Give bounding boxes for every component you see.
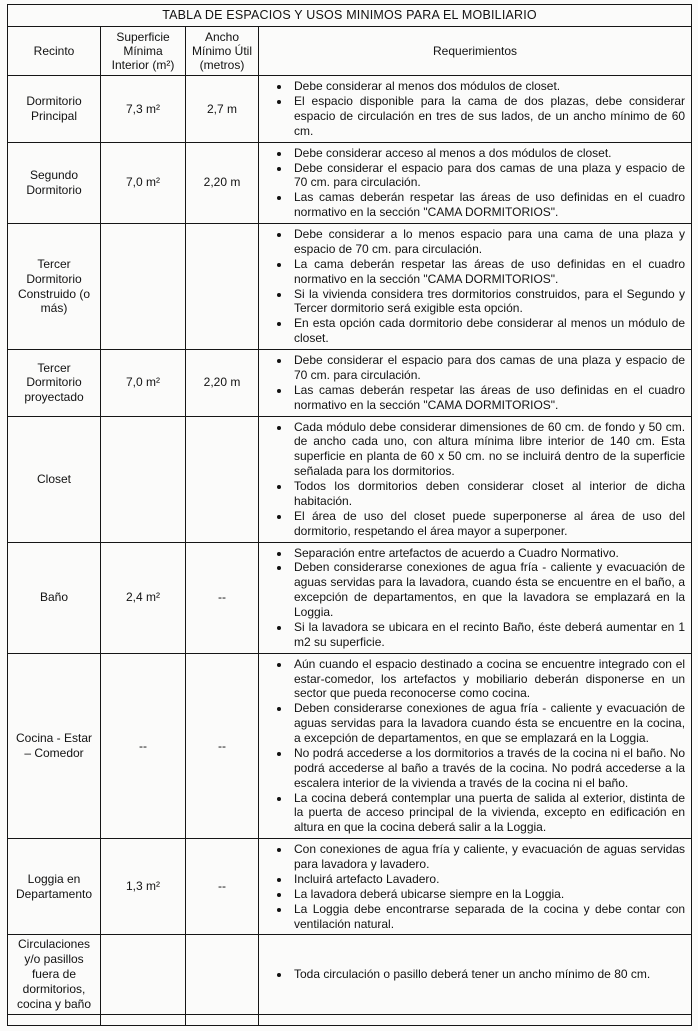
- requerimiento-item: • Aún cuando el espacio destinado a cocina se encuentre integrado con el estar-comedor, los artefactos y mobiliario deberán disponerse en un sector que pueda reconocerse como cocina.: [291, 657, 685, 702]
- table-row: [8, 416, 692, 542]
- requerimientos-list: [261, 146, 685, 220]
- requerimiento-item: • Separación entre artefactos de acuerdo a Cuadro Normativo.: [291, 546, 685, 561]
- requerimiento-item: • Si la lavadora se ubicara en el recinto Baño, éste deberá aumentar en 1 m2 su superficie.: [291, 620, 685, 650]
- requerimientos-list: [261, 546, 685, 650]
- requerimiento-item: • Con conexiones de agua fría y caliente, y evacuación de aguas servidas para lavadora y lavadero.: [291, 842, 685, 872]
- requerimiento-item: • Todos los dormitorios deben considerar closet al interior de dicha habitación.: [291, 479, 685, 509]
- table-header-row: [8, 26, 692, 75]
- ancho-cell: [186, 935, 259, 1014]
- superficie-cell: [101, 224, 186, 350]
- requerimientos-list: [261, 79, 685, 139]
- requerimiento-item: • Debe considerar el espacio para dos camas de una plaza y espacio de 70 cm. para circulación.: [291, 353, 685, 383]
- table-row: [8, 76, 692, 143]
- recinto-cell: Tercer Dormitorio proyectado: [8, 350, 101, 417]
- table-body: [8, 76, 692, 1026]
- ancho-cell: --: [186, 839, 259, 935]
- table-title: TABLA DE ESPACIOS Y USOS MINIMOS PARA EL MOBILIARIO: [8, 5, 692, 27]
- requerimiento-item: • Debe considerar a lo menos espacio para una cama de una plaza y espacio de 70 cm. para circulación.: [291, 227, 685, 257]
- requerimientos-list: [261, 967, 685, 982]
- recinto-cell: Segundo Dormitorio: [8, 142, 101, 223]
- recinto-cell: Loggia en Departamento: [8, 839, 101, 935]
- recinto-cell: Tercer Dormitorio Construido (o más): [8, 224, 101, 350]
- table-row: [8, 542, 692, 653]
- requerimiento-item: • Las camas deberán respetar las áreas de uso definidas en el cuadro normativo en la sección "CAMA DORMITORIOS".: [291, 190, 685, 220]
- requerimiento-item: • La cocina deberá contemplar una puerta de salida al exterior, distinta de la puerta de acceso principal de la vivienda, excepto en edificación en altura en que la cocina deberá salir a la Loggia.: [291, 791, 685, 836]
- table-title-row: [8, 5, 692, 27]
- requerimiento-item: • En esta opción cada dormitorio debe considerar al menos un módulo de closet.: [291, 316, 685, 346]
- requerimientos-list: [261, 842, 685, 931]
- requerimientos-cell: [259, 76, 692, 143]
- requerimiento-item: • La lavadora deberá ubicarse siempre en la Loggia.: [291, 887, 685, 902]
- ancho-cell: [186, 416, 259, 542]
- ancho-cell: --: [186, 542, 259, 653]
- ancho-cell: [186, 1014, 259, 1025]
- requerimiento-item: • Debe considerar acceso al menos a dos módulos de closet.: [291, 146, 685, 161]
- requerimientos-list: [261, 227, 685, 346]
- superficie-cell: 2,4 m²: [101, 542, 186, 653]
- requerimientos-cell: [259, 416, 692, 542]
- superficie-cell: 7,0 m²: [101, 350, 186, 417]
- requerimiento-item: • La cama deberán respetar las áreas de uso definidas en el cuadro normativo en la sección "CAMA DORMITORIOS".: [291, 257, 685, 287]
- requerimientos-cell: [259, 935, 692, 1014]
- requerimientos-list: [261, 353, 685, 413]
- ancho-cell: 2,20 m: [186, 142, 259, 223]
- recinto-cell: Dormitorio Principal: [8, 76, 101, 143]
- table-row: [8, 839, 692, 935]
- column-header-superficie: Superficie Mínima Interior (m²): [101, 26, 186, 75]
- requerimiento-item: • El área de uso del closet puede superponerse al área de uso del dormitorio, respetando el área mayor a superponer.: [291, 509, 685, 539]
- superficie-cell: 1,3 m²: [101, 839, 186, 935]
- table-row: [8, 1014, 692, 1025]
- requerimientos-cell: [259, 542, 692, 653]
- requerimientos-cell: [259, 224, 692, 350]
- superficie-cell: [101, 1014, 186, 1025]
- requerimientos-cell: [259, 839, 692, 935]
- ancho-cell: --: [186, 653, 259, 839]
- requerimientos-list: [261, 420, 685, 539]
- requerimientos-cell: [259, 1014, 692, 1025]
- requerimiento-item: • Toda circulación o pasillo deberá tener un ancho mínimo de 80 cm.: [291, 967, 685, 982]
- requerimientos-cell: [259, 142, 692, 223]
- superficie-cell: 7,0 m²: [101, 142, 186, 223]
- table-row: [8, 350, 692, 417]
- requerimiento-item: • El espacio disponible para la cama de dos plazas, debe considerar espacio de circulación en tres de sus lados, de un ancho mínimo de 60 cm.: [291, 94, 685, 139]
- recinto-cell: Circulaciones y/o pasillos fuera de dormitorios, cocina y baño: [8, 935, 101, 1014]
- table-row: [8, 224, 692, 350]
- ancho-cell: 2,20 m: [186, 350, 259, 417]
- recinto-cell: Baño: [8, 542, 101, 653]
- requerimiento-item: • Si la vivienda considera tres dormitorios construidos, para el Segundo y Tercer dormitorio será exigible esta opción.: [291, 287, 685, 317]
- column-header-ancho: Ancho Mínimo Útil (metros): [186, 26, 259, 75]
- requerimiento-item: • Incluirá artefacto Lavadero.: [291, 872, 685, 887]
- requerimiento-item: • Debe considerar el espacio para dos camas de una plaza y espacio de 70 cm. para circulación.: [291, 161, 685, 191]
- requerimiento-item: • No podrá accederse a los dormitorios a través de la cocina ni el baño. No podrá accederse al baño a través de la cocina. No podrá accederse a la escalera interior de la vivienda a través de la cocina ni el baño.: [291, 746, 685, 791]
- requerimiento-item: • Deben considerarse conexiones de agua fría - caliente y evacuación de aguas servidas para la lavadora, cuando ésta se encuentre en el baño, a excepción de departamentos, en que la lavadora se emplazará en la Loggia.: [291, 560, 685, 620]
- superficie-cell: --: [101, 653, 186, 839]
- requerimiento-item: • La Loggia debe encontrarse separada de la cocina y debe contar con ventilación natural.: [291, 902, 685, 932]
- requerimiento-item: • Debe considerar al menos dos módulos de closet.: [291, 79, 685, 94]
- recinto-cell: Closet: [8, 416, 101, 542]
- requerimiento-item: • Deben considerarse conexiones de agua fría - caliente y evacuación de aguas servidas para la lavadora cuando ésta se encuentre en la cocina, a excepción de departamentos, en que se emplazará en la Loggia.: [291, 701, 685, 746]
- superficie-cell: [101, 935, 186, 1014]
- column-header-requerimientos: Requerimientos: [259, 26, 692, 75]
- table-row: [8, 653, 692, 839]
- requerimientos-list: [261, 657, 685, 836]
- ancho-cell: 2,7 m: [186, 76, 259, 143]
- mobiliario-table: [7, 4, 692, 1026]
- table-row: [8, 935, 692, 1014]
- recinto-cell: [8, 1014, 101, 1025]
- recinto-cell: Cocina - Estar – Comedor: [8, 653, 101, 839]
- requerimiento-item: • Cada módulo debe considerar dimensiones de 60 cm. de fondo y 50 cm. de ancho cada uno, con altura mínima libre interior de 140 cm. Esta superficie en planta de 60 x 50 cm. no se incluirá dentro de la superficie señalada para los dormitorios.: [291, 420, 685, 480]
- superficie-cell: [101, 416, 186, 542]
- requerimientos-cell: [259, 653, 692, 839]
- requerimientos-cell: [259, 350, 692, 417]
- ancho-cell: [186, 224, 259, 350]
- superficie-cell: 7,3 m²: [101, 76, 186, 143]
- column-header-recinto: Recinto: [8, 26, 101, 75]
- requerimiento-item: • Las camas deberán respetar las áreas de uso definidas en el cuadro normativo en la sección "CAMA DORMITORIOS".: [291, 383, 685, 413]
- table-row: [8, 142, 692, 223]
